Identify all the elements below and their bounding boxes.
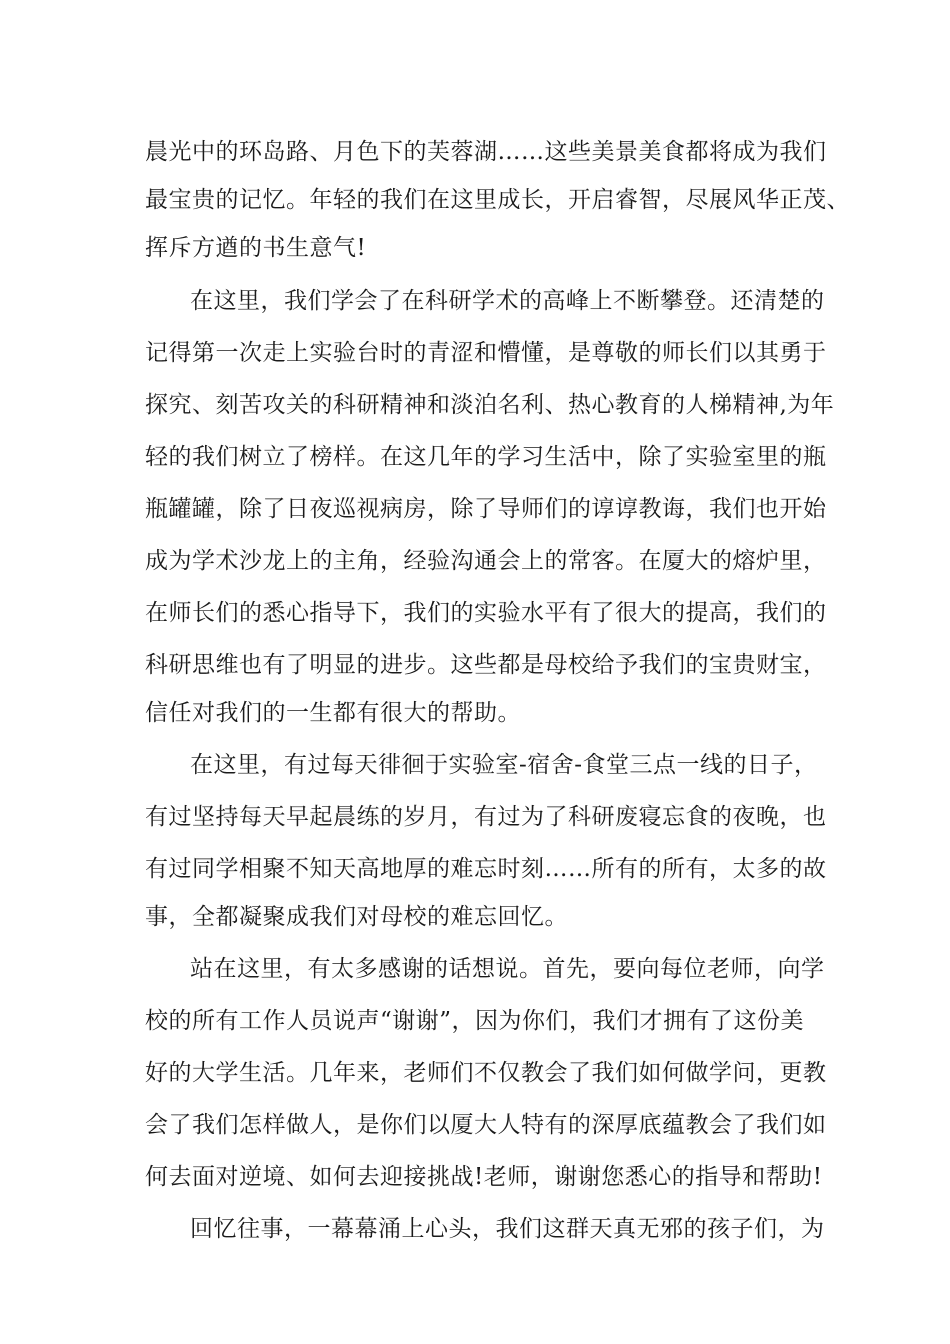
text-line: 有过同学相聚不知天高地厚的难忘时刻……所有的所有，太多的故 bbox=[145, 856, 827, 882]
text-line: 有过坚持每天早起晨练的岁月，有过为了科研废寝忘食的夜晚，也 bbox=[145, 804, 827, 830]
text-line: 记得第一次走上实验台时的青涩和懵懂，是尊敬的师长们以其勇于 bbox=[145, 340, 827, 366]
text-line: 瓶罐罐，除了日夜巡视病房，除了导师们的谆谆教诲，我们也开始 bbox=[145, 496, 827, 522]
paragraph-first-line: 在这里，我们学会了在科研学术的高峰上不断攀登。还清楚的 bbox=[190, 288, 825, 314]
text-line: 会了我们怎样做人，是你们以厦大人特有的深厚底蕴教会了我们如 bbox=[145, 1112, 827, 1138]
paragraph-first-line: 回忆往事，一幕幕涌上心头，我们这群天真无邪的孩子们，为 bbox=[190, 1216, 825, 1242]
text-line: 轻的我们树立了榜样。在这几年的学习生活中，除了实验室里的瓶 bbox=[145, 444, 827, 470]
text-line: 最宝贵的记忆。年轻的我们在这里成长，开启睿智，尽展风华正茂、 bbox=[145, 187, 850, 213]
text-line: 挥斥方遒的书生意气! bbox=[145, 235, 367, 261]
text-line: 好的大学生活。几年来，老师们不仅教会了我们如何做学问，更教 bbox=[145, 1060, 827, 1086]
text-line: 何去面对逆境、如何去迎接挑战!老师，谢谢您悉心的指导和帮助! bbox=[145, 1164, 823, 1190]
text-line: 探究、刻苦攻关的科研精神和淡泊名利、热心教育的人梯精神,为年 bbox=[145, 392, 835, 418]
text-line: 晨光中的环岛路、月色下的芙蓉湖……这些美景美食都将成为我们 bbox=[145, 139, 827, 165]
paragraph-first-line: 在这里，有过每天徘徊于实验室-宿舍-食堂三点一线的日子， bbox=[190, 752, 818, 778]
text-line: 在师长们的悉心指导下，我们的实验水平有了很大的提高，我们的 bbox=[145, 600, 827, 626]
text-line: 校的所有工作人员说声“谢谢”，因为你们，我们才拥有了这份美 bbox=[145, 1008, 805, 1034]
text-line: 事，全都凝聚成我们对母校的难忘回忆。 bbox=[145, 904, 568, 930]
paragraph-first-line: 站在这里，有太多感谢的话想说。首先，要向每位老师，向学 bbox=[190, 956, 825, 982]
text-line: 科研思维也有了明显的进步。这些都是母校给予我们的宝贵财宝， bbox=[145, 652, 827, 678]
text-line: 信任对我们的一生都有很大的帮助。 bbox=[145, 700, 521, 726]
text-line: 成为学术沙龙上的主角，经验沟通会上的常客。在厦大的熔炉里， bbox=[145, 548, 827, 574]
